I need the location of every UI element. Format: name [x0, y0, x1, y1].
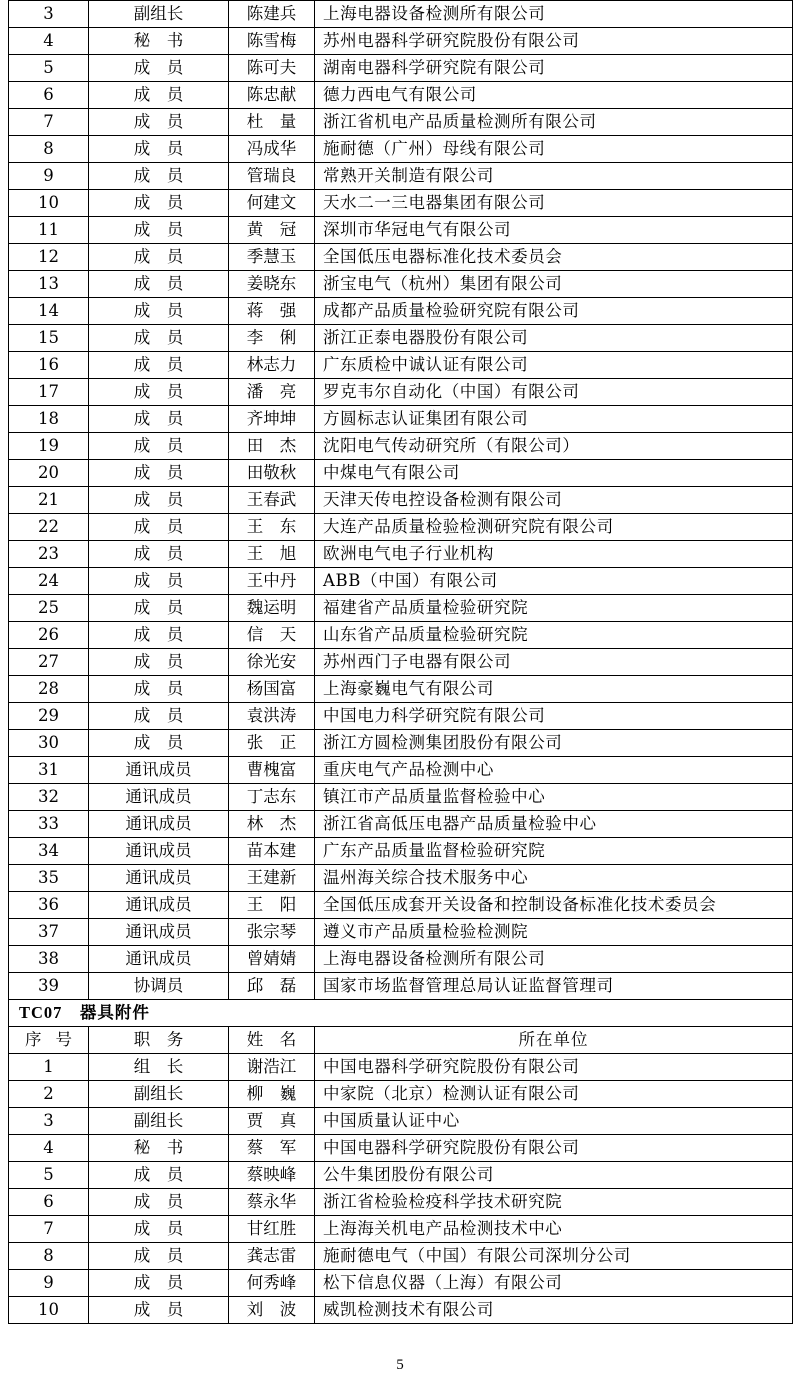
row-number: 4 [9, 1135, 89, 1162]
row-name: 邱 磊 [229, 973, 315, 1000]
table-row [9, 163, 793, 190]
member-table-body-1 [9, 1, 793, 1000]
row-name: 贾 真 [229, 1108, 315, 1135]
row-role: 成 员 [89, 703, 229, 730]
table-row [9, 514, 793, 541]
table-row [9, 730, 793, 757]
row-name: 陈可夫 [229, 55, 315, 82]
table-row [9, 1270, 793, 1297]
row-name: 张宗琴 [229, 919, 315, 946]
row-number: 15 [9, 325, 89, 352]
row-role: 成 员 [89, 271, 229, 298]
row-org: 上海豪巍电气有限公司 [315, 676, 793, 703]
row-number: 9 [9, 163, 89, 190]
document-page [8, 0, 792, 1324]
page-number: 5 [396, 1357, 404, 1373]
row-number: 6 [9, 82, 89, 109]
row-org: 上海电器设备检测所有限公司 [315, 946, 793, 973]
row-org: 浙江省高低压电器产品质量检验中心 [315, 811, 793, 838]
row-org: 全国低压成套开关设备和控制设备标准化技术委员会 [315, 892, 793, 919]
row-name: 王中丹 [229, 568, 315, 595]
row-org: 中煤电气有限公司 [315, 460, 793, 487]
row-org: 镇江市产品质量监督检验中心 [315, 784, 793, 811]
row-number: 13 [9, 271, 89, 298]
row-org: 中国质量认证中心 [315, 1108, 793, 1135]
table-row [9, 973, 793, 1000]
row-number: 4 [9, 28, 89, 55]
row-org: 山东省产品质量检验研究院 [315, 622, 793, 649]
row-org: 浙江方圆检测集团股份有限公司 [315, 730, 793, 757]
row-name: 管瑞良 [229, 163, 315, 190]
row-org: 威凯检测技术有限公司 [315, 1297, 793, 1324]
row-number: 7 [9, 109, 89, 136]
section-title-row [9, 1000, 793, 1027]
row-org: 中国电器科学研究院股份有限公司 [315, 1054, 793, 1081]
row-number: 26 [9, 622, 89, 649]
row-number: 27 [9, 649, 89, 676]
row-number: 28 [9, 676, 89, 703]
table-row [9, 811, 793, 838]
row-role: 成 员 [89, 433, 229, 460]
row-name: 王 旭 [229, 541, 315, 568]
row-name: 丁志东 [229, 784, 315, 811]
row-role: 副组长 [89, 1, 229, 28]
row-org: 中家院（北京）检测认证有限公司 [315, 1081, 793, 1108]
row-role: 成 员 [89, 109, 229, 136]
row-role: 成 员 [89, 298, 229, 325]
row-number: 23 [9, 541, 89, 568]
row-name: 魏运明 [229, 595, 315, 622]
row-role: 成 员 [89, 217, 229, 244]
row-number: 21 [9, 487, 89, 514]
table-row [9, 1135, 793, 1162]
row-role: 成 员 [89, 595, 229, 622]
row-org: 施耐德（广州）母线有限公司 [315, 136, 793, 163]
table-row [9, 946, 793, 973]
row-number: 5 [9, 55, 89, 82]
row-name: 曹槐富 [229, 757, 315, 784]
row-name: 杨国富 [229, 676, 315, 703]
table-row [9, 1162, 793, 1189]
table-row [9, 568, 793, 595]
row-role: 通讯成员 [89, 838, 229, 865]
row-number: 10 [9, 190, 89, 217]
row-org: 深圳市华冠电气有限公司 [315, 217, 793, 244]
row-name: 张 正 [229, 730, 315, 757]
row-org: 全国低压电器标准化技术委员会 [315, 244, 793, 271]
row-org: 松下信息仪器（上海）有限公司 [315, 1270, 793, 1297]
table-row [9, 865, 793, 892]
table-row [9, 622, 793, 649]
table-row [9, 784, 793, 811]
row-number: 33 [9, 811, 89, 838]
header-org: 所在单位 [315, 1027, 793, 1054]
row-org: 德力西电气有限公司 [315, 82, 793, 109]
row-number: 6 [9, 1189, 89, 1216]
row-number: 3 [9, 1108, 89, 1135]
row-org: 成都产品质量检验研究院有限公司 [315, 298, 793, 325]
header-name: 姓 名 [229, 1027, 315, 1054]
row-role: 成 员 [89, 406, 229, 433]
table-row [9, 919, 793, 946]
row-org: 上海电器设备检测所有限公司 [315, 1, 793, 28]
row-name: 杜 量 [229, 109, 315, 136]
row-name: 蔡永华 [229, 1189, 315, 1216]
row-org: 湖南电器科学研究院有限公司 [315, 55, 793, 82]
row-name: 姜晓东 [229, 271, 315, 298]
table-row [9, 892, 793, 919]
row-role: 秘 书 [89, 1135, 229, 1162]
table-row [9, 109, 793, 136]
row-number: 38 [9, 946, 89, 973]
row-role: 副组长 [89, 1108, 229, 1135]
section-tc07 [9, 1000, 793, 1054]
row-number: 17 [9, 379, 89, 406]
row-role: 通讯成员 [89, 811, 229, 838]
row-number: 8 [9, 136, 89, 163]
row-number: 39 [9, 973, 89, 1000]
table-row [9, 1054, 793, 1081]
table-row [9, 649, 793, 676]
row-name: 苗本建 [229, 838, 315, 865]
row-number: 19 [9, 433, 89, 460]
row-role: 通讯成员 [89, 919, 229, 946]
row-name: 蔡映峰 [229, 1162, 315, 1189]
table-row [9, 379, 793, 406]
table-row [9, 1081, 793, 1108]
row-number: 8 [9, 1243, 89, 1270]
row-org: 广东质检中诚认证有限公司 [315, 352, 793, 379]
row-name: 陈建兵 [229, 1, 315, 28]
section-title: TC07 器具附件 [9, 1000, 793, 1027]
row-name: 蒋 强 [229, 298, 315, 325]
table-row [9, 460, 793, 487]
row-number: 25 [9, 595, 89, 622]
row-role: 成 员 [89, 649, 229, 676]
table-row [9, 1243, 793, 1270]
row-number: 14 [9, 298, 89, 325]
table-row [9, 82, 793, 109]
row-role: 成 员 [89, 136, 229, 163]
row-org: 苏州西门子电器有限公司 [315, 649, 793, 676]
row-name: 潘 亮 [229, 379, 315, 406]
row-number: 31 [9, 757, 89, 784]
row-number: 22 [9, 514, 89, 541]
table-row [9, 190, 793, 217]
row-org: 浙江正泰电器股份有限公司 [315, 325, 793, 352]
row-role: 成 员 [89, 514, 229, 541]
row-name: 蔡 军 [229, 1135, 315, 1162]
row-org: 欧洲电气电子行业机构 [315, 541, 793, 568]
row-role: 成 员 [89, 676, 229, 703]
row-role: 成 员 [89, 730, 229, 757]
row-number: 37 [9, 919, 89, 946]
row-role: 成 员 [89, 541, 229, 568]
row-org: 沈阳电气传动研究所（有限公司） [315, 433, 793, 460]
row-org: 福建省产品质量检验研究院 [315, 595, 793, 622]
row-org: 重庆电气产品检测中心 [315, 757, 793, 784]
row-name: 王春武 [229, 487, 315, 514]
row-role: 组 长 [89, 1054, 229, 1081]
table-row [9, 136, 793, 163]
row-role: 成 员 [89, 1297, 229, 1324]
table-row [9, 55, 793, 82]
member-table [8, 0, 793, 1324]
row-org: 浙宝电气（杭州）集团有限公司 [315, 271, 793, 298]
table-row [9, 676, 793, 703]
row-name: 柳 巍 [229, 1081, 315, 1108]
table-row [9, 757, 793, 784]
row-role: 成 员 [89, 379, 229, 406]
row-org: 浙江省机电产品质量检测所有限公司 [315, 109, 793, 136]
table-row [9, 244, 793, 271]
table-row [9, 1189, 793, 1216]
row-role: 通讯成员 [89, 946, 229, 973]
row-number: 34 [9, 838, 89, 865]
table-row [9, 406, 793, 433]
row-org: 广东产品质量监督检验研究院 [315, 838, 793, 865]
row-name: 王 东 [229, 514, 315, 541]
table-row [9, 433, 793, 460]
table-row [9, 838, 793, 865]
row-name: 林志力 [229, 352, 315, 379]
row-number: 16 [9, 352, 89, 379]
row-role: 成 员 [89, 352, 229, 379]
row-role: 成 员 [89, 487, 229, 514]
row-role: 通讯成员 [89, 892, 229, 919]
row-org: 天津天传电控设备检测有限公司 [315, 487, 793, 514]
member-table-body-2 [9, 1054, 793, 1324]
row-number: 3 [9, 1, 89, 28]
row-role: 成 员 [89, 163, 229, 190]
row-name: 季慧玉 [229, 244, 315, 271]
row-role: 成 员 [89, 244, 229, 271]
row-number: 32 [9, 784, 89, 811]
row-name: 刘 波 [229, 1297, 315, 1324]
row-role: 成 员 [89, 1243, 229, 1270]
header-role: 职 务 [89, 1027, 229, 1054]
row-name: 谢浩江 [229, 1054, 315, 1081]
table-row [9, 703, 793, 730]
row-org: 常熟开关制造有限公司 [315, 163, 793, 190]
row-number: 30 [9, 730, 89, 757]
row-role: 成 员 [89, 622, 229, 649]
row-name: 齐坤坤 [229, 406, 315, 433]
row-name: 冯成华 [229, 136, 315, 163]
row-role: 成 员 [89, 460, 229, 487]
row-number: 24 [9, 568, 89, 595]
row-name: 李 俐 [229, 325, 315, 352]
row-org: 上海海关机电产品检测技术中心 [315, 1216, 793, 1243]
row-org: ABB（中国）有限公司 [315, 568, 793, 595]
table-row [9, 1297, 793, 1324]
row-number: 18 [9, 406, 89, 433]
table-row [9, 298, 793, 325]
row-name: 甘红胜 [229, 1216, 315, 1243]
row-name: 陈忠献 [229, 82, 315, 109]
row-role: 成 员 [89, 325, 229, 352]
row-org: 大连产品质量检验检测研究院有限公司 [315, 514, 793, 541]
row-name: 王 阳 [229, 892, 315, 919]
row-org: 苏州电器科学研究院股份有限公司 [315, 28, 793, 55]
table-row [9, 595, 793, 622]
row-org: 国家市场监督管理总局认证监督管理司 [315, 973, 793, 1000]
row-org: 施耐德电气（中国）有限公司深圳分公司 [315, 1243, 793, 1270]
table-row [9, 217, 793, 244]
row-number: 11 [9, 217, 89, 244]
row-number: 29 [9, 703, 89, 730]
row-role: 成 员 [89, 190, 229, 217]
row-number: 36 [9, 892, 89, 919]
row-number: 35 [9, 865, 89, 892]
row-name: 徐光安 [229, 649, 315, 676]
row-number: 7 [9, 1216, 89, 1243]
row-number: 1 [9, 1054, 89, 1081]
row-name: 黄 冠 [229, 217, 315, 244]
row-name: 信 天 [229, 622, 315, 649]
row-role: 成 员 [89, 1162, 229, 1189]
row-name: 曾婧婧 [229, 946, 315, 973]
row-role: 协调员 [89, 973, 229, 1000]
table-row [9, 325, 793, 352]
row-role: 成 员 [89, 55, 229, 82]
table-row [9, 1108, 793, 1135]
row-name: 何秀峰 [229, 1270, 315, 1297]
row-name: 陈雪梅 [229, 28, 315, 55]
row-org: 遵义市产品质量检验检测院 [315, 919, 793, 946]
row-org: 罗克韦尔自动化（中国）有限公司 [315, 379, 793, 406]
row-name: 田 杰 [229, 433, 315, 460]
row-number: 9 [9, 1270, 89, 1297]
row-role: 成 员 [89, 82, 229, 109]
row-role: 成 员 [89, 1189, 229, 1216]
table-row [9, 271, 793, 298]
row-name: 袁洪涛 [229, 703, 315, 730]
row-name: 田敬秋 [229, 460, 315, 487]
table-row [9, 487, 793, 514]
table-row [9, 541, 793, 568]
row-role: 副组长 [89, 1081, 229, 1108]
table-row [9, 1216, 793, 1243]
row-org: 温州海关综合技术服务中心 [315, 865, 793, 892]
row-number: 5 [9, 1162, 89, 1189]
row-org: 方圆标志认证集团有限公司 [315, 406, 793, 433]
row-role: 成 员 [89, 568, 229, 595]
row-name: 林 杰 [229, 811, 315, 838]
row-role: 秘 书 [89, 28, 229, 55]
row-role: 成 员 [89, 1216, 229, 1243]
row-role: 通讯成员 [89, 865, 229, 892]
header-no: 序号 [9, 1027, 89, 1054]
row-role: 通讯成员 [89, 784, 229, 811]
row-role: 通讯成员 [89, 757, 229, 784]
row-org: 中国电力科学研究院有限公司 [315, 703, 793, 730]
row-org: 浙江省检验检疫科学技术研究院 [315, 1189, 793, 1216]
row-number: 12 [9, 244, 89, 271]
row-name: 王建新 [229, 865, 315, 892]
row-org: 公牛集团股份有限公司 [315, 1162, 793, 1189]
row-org: 天水二一三电器集团有限公司 [315, 190, 793, 217]
row-role: 成 员 [89, 1270, 229, 1297]
row-name: 龚志雷 [229, 1243, 315, 1270]
row-name: 何建文 [229, 190, 315, 217]
row-number: 20 [9, 460, 89, 487]
row-number: 10 [9, 1297, 89, 1324]
table-row [9, 28, 793, 55]
table-header-row [9, 1027, 793, 1054]
row-number: 2 [9, 1081, 89, 1108]
table-row [9, 352, 793, 379]
table-row [9, 1, 793, 28]
row-org: 中国电器科学研究院股份有限公司 [315, 1135, 793, 1162]
